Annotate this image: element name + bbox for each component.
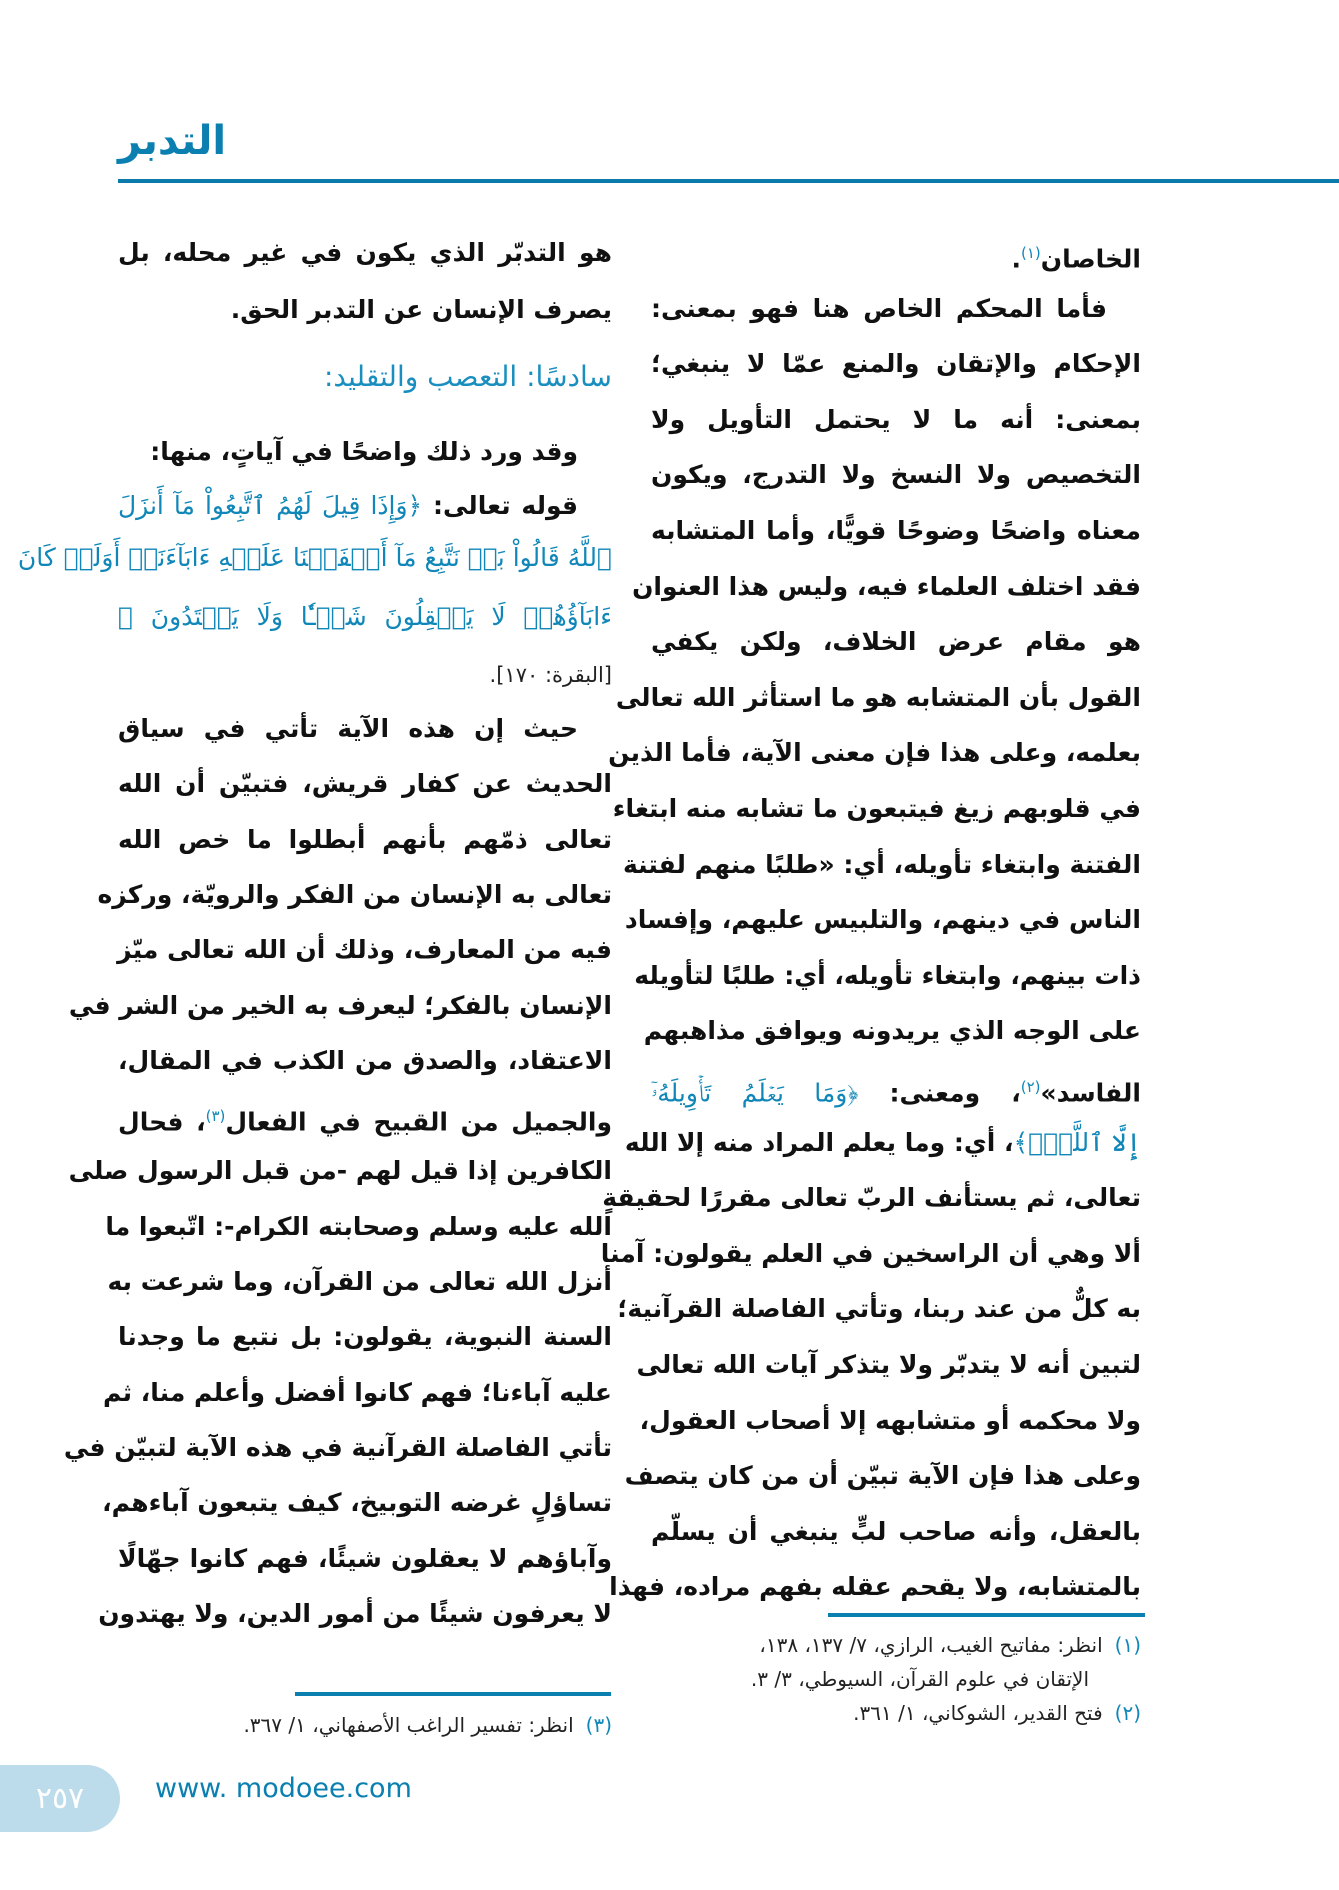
text-line	[608, 725, 1141, 781]
text-line	[68, 978, 612, 1034]
text-segment: الفاسد»	[1040, 1078, 1141, 1108]
text-line	[118, 1033, 612, 1089]
text-segment: بالعقل، وأنه صاحب لبٍّ ينبغي أن يسلّم	[651, 1516, 1141, 1546]
text-segment: الله عليه وسلم وصحابته الكرام-: اتّبعوا ما	[105, 1211, 612, 1241]
text-segment: الفتنة وابتغاء تأويله، أي: «طلبًا منهم لفتنة	[622, 849, 1141, 879]
text-segment: .	[1011, 244, 1021, 274]
text-line	[98, 1586, 612, 1642]
text-line	[118, 1088, 612, 1144]
text-segment: وآباؤهم لا يعقلون شيئًا، فهم كانوا جهّالًا	[118, 1543, 612, 1573]
text-line	[102, 1475, 612, 1531]
text-segment: تأتي الفاصلة القرآنية في هذه الآية لتبيّن في	[63, 1432, 612, 1462]
text-line	[651, 281, 1141, 337]
text-line	[105, 1199, 612, 1255]
quran-verse: ٱللَّهُ قَالُواْ بَلۡ نَتَّبِعُ مَآ أَلۡفَيۡنَا عَلَيۡهِ ءَابَآءَنَآۚ أَوَلَوۡ كَانَ	[17, 543, 612, 572]
text-line	[118, 701, 612, 757]
text-segment: بعلمه، وعلى هذا فإن معنى الآية، فأما الذين	[608, 738, 1141, 768]
text-segment: ، ومعنى:	[858, 1078, 1021, 1108]
text-segment: به كلٌّ من عند ربنا، وتأتي الفاصلة القرآنية؛	[617, 1294, 1141, 1324]
quran-verse: ﴿وَإِذَا قِيلَ لَهُمُ ٱتَّبِعُواْ مَآ أَنزَلَ	[118, 491, 423, 520]
footnote-text: فتح القدير، الشوكاني، ١/ ٣٦١.	[853, 1701, 1103, 1725]
text-segment: معناه واضحًا وضوحًا قويًّا، وأما المتشابه	[651, 516, 1141, 545]
text-segment: هو مقام عرض الخلاف، ولكن يكفي	[651, 627, 1141, 657]
text-line	[118, 478, 612, 534]
text-line	[97, 867, 612, 923]
text-line	[632, 559, 1141, 615]
text-line	[17, 530, 612, 586]
text-line	[118, 922, 612, 978]
text-line	[600, 1226, 1141, 1282]
text-line	[634, 948, 1141, 1004]
text-line	[624, 1448, 1141, 1504]
section-heading	[118, 349, 612, 405]
footnote-separator-left	[295, 1692, 611, 1696]
text-line	[118, 1531, 612, 1587]
footnote-line	[651, 1696, 1141, 1730]
text-segment: [البقرة: ١٧٠].	[489, 663, 612, 687]
text-line	[612, 781, 1141, 837]
text-line	[118, 1309, 612, 1365]
text-line	[118, 756, 612, 812]
text-segment: على الوجه الذي يريدونه ويوافق مذاهبهم	[643, 1016, 1141, 1046]
text-line	[651, 336, 1141, 392]
text-segment: الحديث عن كفار قريش، فتبيّن أن الله	[118, 769, 612, 799]
running-header-title: التدبر	[118, 118, 227, 164]
quran-verse: ءَابَآؤُهُمۡ لَا يَعۡقِلُونَ شَيۡـٔٗا وَلَا يَهۡتَدُونَ ﴾	[118, 602, 612, 631]
text-line	[118, 589, 612, 645]
text-segment: هو التدبّر الذي يكون في غير محله، بل	[118, 238, 612, 267]
text-segment: تساؤلٍ غرضه التوبيخ، كيف يتبعون آباءهم،	[102, 1488, 612, 1518]
text-segment: قوله تعالى:	[422, 491, 578, 520]
text-segment: ألا وهي أن الراسخين في العلم يقولون: آمنا	[600, 1238, 1141, 1268]
text-line	[615, 670, 1141, 726]
text-segment: الإنسان بالفكر؛ ليعرف به الخير من الشر في	[68, 990, 612, 1020]
footnote-number: (١)	[1114, 1633, 1141, 1657]
text-segment: ، أي: وما يعلم المراد منه إلا الله	[624, 1127, 1014, 1157]
text-segment: الخاصان	[1040, 244, 1141, 274]
text-line	[68, 1143, 612, 1199]
text-segment: والجميل من القبيح في الفعال	[225, 1107, 612, 1137]
text-segment: الناس في دينهم، والتلبيس عليهم، وإفساد	[624, 905, 1141, 935]
text-line	[103, 1365, 612, 1421]
footnote-text: الإتقان في علوم القرآن، السيوطي، ٣/ ٣.	[750, 1667, 1089, 1691]
text-line	[118, 812, 612, 868]
text-segment: الكافرين إذا قيل لهم -من قبل الرسول صلى	[68, 1156, 612, 1186]
quran-verse: ﴿وَمَا يَعۡلَمُ تَأۡوِيلَهُۥٓ	[651, 1078, 859, 1108]
text-segment: بمعنى: أنه ما لا يحتمل التأويل ولا	[651, 404, 1141, 434]
text-segment: لا يعرفون شيئًا من أمور الدين، ولا يهتدون	[98, 1598, 612, 1628]
verse-citation	[118, 647, 612, 703]
text-segment: فأما المحكم الخاص هنا فهو بمعنى:	[651, 293, 1107, 323]
text-segment: في قلوبهم زيغ فيتبعون ما تشابه منه ابتغاء	[612, 794, 1141, 823]
footnote-text: انظر: تفسير الراغب الأصفهاني، ١/ ٣٦٧.	[243, 1713, 574, 1737]
text-segment: وعلى هذا فإن الآية تبيّن أن من كان يتصف	[624, 1461, 1141, 1491]
website-link[interactable]: www. modoee.com	[155, 1773, 412, 1804]
text-segment: الاعتقاد، والصدق من الكذب في المقال،	[118, 1045, 612, 1075]
text-line	[636, 1337, 1141, 1393]
text-segment: ، فحال	[118, 1107, 206, 1137]
page-number: ٢٥٧	[35, 1781, 85, 1816]
text-line	[651, 447, 1141, 503]
footnote-line	[651, 1628, 1141, 1662]
text-segment: لتبين أنه لا يتدبّر ولا يتذكر آيات الله تعالى	[636, 1350, 1141, 1379]
text-segment: يصرف الإنسان عن التدبر الحق.	[230, 295, 612, 324]
text-line	[651, 1059, 1141, 1115]
footnote-ref: (٣)	[205, 1107, 226, 1126]
footnote-line	[651, 1662, 1141, 1696]
text-line	[622, 837, 1141, 893]
footnote-text: انظر: مفاتيح الغيب، الرازي، ٧/ ١٣٧، ١٣٨،	[759, 1633, 1103, 1657]
text-segment: ولا محكمه أو متشابهه إلا أصحاب العقول،	[639, 1405, 1141, 1435]
text-line	[118, 424, 612, 480]
text-segment: السنة النبوية، يقولون: بل نتبع ما وجدنا	[118, 1322, 612, 1352]
page-number-badge	[0, 1765, 120, 1832]
text-segment: حيث إن هذه الآية تأتي في سياق	[118, 714, 578, 743]
text-line	[624, 892, 1141, 948]
footnote-number: (٣)	[585, 1713, 612, 1737]
text-segment: تعالى ذمّهم بأنهم أبطلوا ما خص الله	[118, 824, 612, 854]
footnote-ref: (١)	[1020, 244, 1041, 262]
footnotes-right	[651, 1628, 1141, 1730]
footnote-separator-right	[828, 1613, 1145, 1617]
text-segment: تعالى به الإنسان من الفكر والرويّة، وركزه	[97, 879, 612, 909]
text-segment: عليه آباءنا؛ فهم كانوا أفضل وأعلم منا، ثم	[103, 1377, 612, 1407]
text-segment: بالمتشابه، ولا يقحم عقله بفهم مراده، فهذا	[609, 1572, 1141, 1602]
text-line	[651, 392, 1141, 448]
footnotes-left	[118, 1708, 612, 1742]
text-segment: الإحكام والإتقان والمنع عمّا لا ينبغي؛	[651, 349, 1141, 379]
text-line	[639, 1393, 1141, 1449]
footnote-ref: (٢)	[1020, 1078, 1041, 1096]
text-line	[651, 225, 1141, 281]
text-line	[63, 1420, 612, 1476]
text-line	[609, 1559, 1141, 1615]
footnote-number: (٢)	[1114, 1701, 1141, 1725]
text-line	[651, 503, 1141, 559]
text-line	[617, 1281, 1141, 1337]
footnote-line	[118, 1708, 612, 1742]
text-segment: فقد اختلف العلماء فيه، وليس هذا العنوان	[632, 571, 1141, 601]
header-divider	[118, 179, 1339, 183]
text-line	[651, 1504, 1141, 1560]
text-segment: ذات بينهم، وابتغاء تأويله، أي: طلبًا لتأويله	[634, 960, 1141, 990]
text-line	[651, 614, 1141, 670]
text-line	[643, 1003, 1141, 1059]
text-line	[602, 1170, 1141, 1226]
text-segment: وقد ورد ذلك واضحًا في آياتٍ، منها:	[150, 437, 578, 466]
quran-verse: إِلَّا ٱللَّهُۗ﴾	[1013, 1127, 1141, 1157]
text-segment: أنزل الله تعالى من القرآن، وما شرعت به	[107, 1267, 612, 1296]
text-line	[624, 1115, 1141, 1171]
text-line	[118, 282, 612, 338]
text-segment: تعالى، ثم يستأنف الربّ تعالى مقررًا لحقيقةٍ	[602, 1183, 1141, 1213]
text-segment: التخصيص ولا النسخ ولا التدرج، ويكون	[651, 460, 1141, 490]
text-line	[118, 225, 612, 281]
text-segment: سادسًا: التعصب والتقليد:	[323, 360, 612, 393]
text-segment: فيه من المعارف، وذلك أن الله تعالى ميّز	[117, 935, 612, 965]
text-segment: القول بأن المتشابه هو ما استأثر الله تعالى	[615, 682, 1141, 712]
text-line	[107, 1254, 612, 1310]
